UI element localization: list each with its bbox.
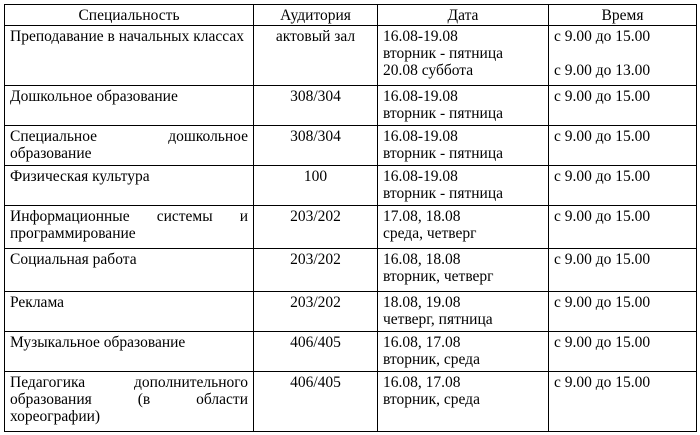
- date-cell: [378, 332, 549, 372]
- date-line: вторник - пятница: [383, 145, 503, 162]
- date-line: 16.08, 17.08: [383, 374, 461, 391]
- table-body: [5, 26, 697, 432]
- date-line: вторник, четверг: [383, 268, 494, 285]
- time-cell: [549, 372, 697, 432]
- header-time: Время: [549, 5, 697, 26]
- room-cell: 308/304: [254, 86, 378, 126]
- specialty-cell: Педагогика дополнительного образования (в области хореографии): [5, 372, 254, 432]
- time-line-empty: [554, 45, 691, 62]
- room-cell: 308/304: [254, 126, 378, 166]
- table-header: [5, 5, 697, 26]
- time-cell: [549, 26, 697, 86]
- date-cell: [378, 372, 549, 432]
- room-cell: 203/202: [254, 206, 378, 249]
- table-row: [5, 249, 697, 292]
- time-line: с 9.00 до 13.00: [554, 62, 651, 79]
- date-cell: [378, 206, 549, 249]
- room-cell: 203/202: [254, 292, 378, 332]
- specialty-cell: Музыкальное образование: [5, 332, 254, 372]
- date-cell: [378, 166, 549, 206]
- table-row: [5, 206, 697, 249]
- date-line: вторник, среда: [383, 351, 480, 368]
- header-room: Аудитория: [254, 5, 378, 26]
- time-line: с 9.00 до 15.00: [554, 294, 651, 311]
- date-line: 17.08, 18.08: [383, 208, 461, 225]
- date-line: вторник - пятница: [383, 185, 503, 202]
- table-row: [5, 126, 697, 166]
- date-line: 16.08-19.08: [383, 28, 458, 45]
- date-cell: [378, 26, 549, 86]
- date-line: 20.08 суббота: [383, 62, 474, 79]
- room-cell: 100: [254, 166, 378, 206]
- date-line: четверг, пятница: [383, 311, 493, 328]
- table-row: [5, 26, 697, 86]
- table-row: [5, 166, 697, 206]
- table-row: [5, 332, 697, 372]
- time-cell: [549, 206, 697, 249]
- specialty-cell: Специальное дошкольное образование: [5, 126, 254, 166]
- date-line: 16.08, 18.08: [383, 251, 461, 268]
- time-line: с 9.00 до 15.00: [554, 128, 651, 145]
- specialty-cell: Социальная работа: [5, 249, 254, 292]
- specialty-cell: Преподавание в начальных классах: [5, 26, 254, 86]
- time-line: с 9.00 до 15.00: [554, 88, 651, 105]
- time-line: с 9.00 до 15.00: [554, 374, 651, 391]
- date-line: среда, четверг: [383, 225, 477, 242]
- header-specialty: Специальность: [5, 5, 254, 26]
- time-cell: [549, 292, 697, 332]
- time-cell: [549, 86, 697, 126]
- date-line: вторник - пятница: [383, 45, 503, 62]
- date-line: 16.08-19.08: [383, 88, 458, 105]
- room-cell: 203/202: [254, 249, 378, 292]
- specialty-cell: Реклама: [5, 292, 254, 332]
- header-date: Дата: [378, 5, 549, 26]
- date-line: вторник, среда: [383, 391, 480, 408]
- specialty-cell: Физическая культура: [5, 166, 254, 206]
- header-row: [5, 5, 697, 26]
- date-line: 18.08, 19.08: [383, 294, 461, 311]
- date-cell: [378, 126, 549, 166]
- time-cell: [549, 332, 697, 372]
- table-row: [5, 86, 697, 126]
- time-line: с 9.00 до 15.00: [554, 251, 651, 268]
- date-cell: [378, 86, 549, 126]
- time-line: с 9.00 до 15.00: [554, 168, 651, 185]
- table-row: [5, 372, 697, 432]
- time-line: с 9.00 до 15.00: [554, 334, 651, 351]
- date-line: 16.08, 17.08: [383, 334, 461, 351]
- date-line: 16.08-19.08: [383, 168, 458, 185]
- room-cell: 406/405: [254, 372, 378, 432]
- date-line: вторник - пятница: [383, 105, 503, 122]
- time-line: с 9.00 до 15.00: [554, 208, 651, 225]
- room-cell: актовый зал: [254, 26, 378, 86]
- table-row: [5, 292, 697, 332]
- time-line: с 9.00 до 15.00: [554, 28, 651, 45]
- time-cell: [549, 126, 697, 166]
- time-cell: [549, 249, 697, 292]
- specialty-cell: Информационные системы и программирование: [5, 206, 254, 249]
- date-line: 16.08-19.08: [383, 128, 458, 145]
- room-cell: 406/405: [254, 332, 378, 372]
- date-cell: [378, 292, 549, 332]
- specialty-cell: Дошкольное образование: [5, 86, 254, 126]
- time-cell: [549, 166, 697, 206]
- schedule-table: [4, 4, 697, 432]
- date-cell: [378, 249, 549, 292]
